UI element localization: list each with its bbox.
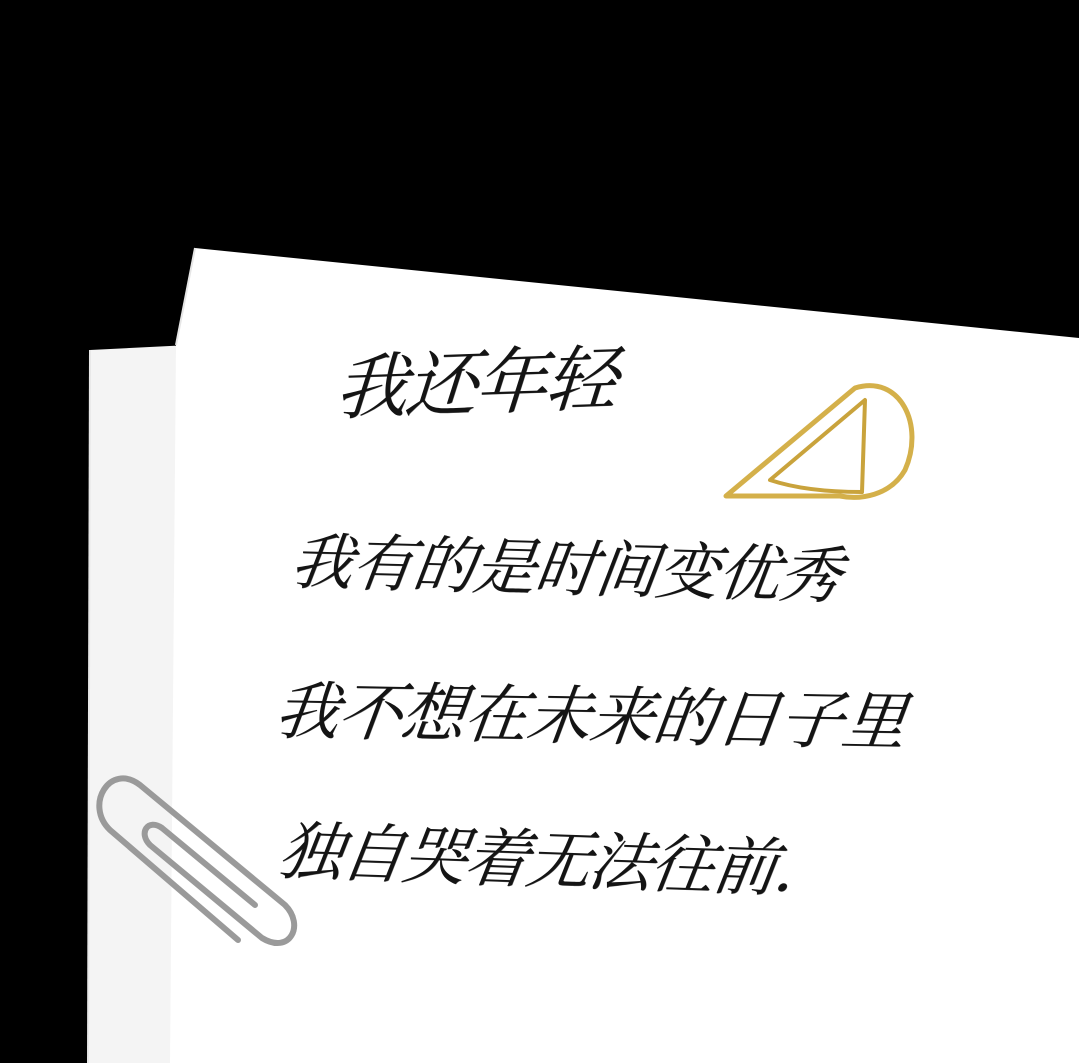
note-line-1: 我还年轻 — [332, 336, 619, 431]
note-line-3: 我不想在未来的日子里 — [270, 675, 910, 760]
note-line-4: 独自哭着无法往前. — [273, 815, 799, 907]
note-line-2: 我有的是时间变优秀 — [286, 525, 845, 613]
front-paper-sheet — [170, 248, 1079, 1063]
